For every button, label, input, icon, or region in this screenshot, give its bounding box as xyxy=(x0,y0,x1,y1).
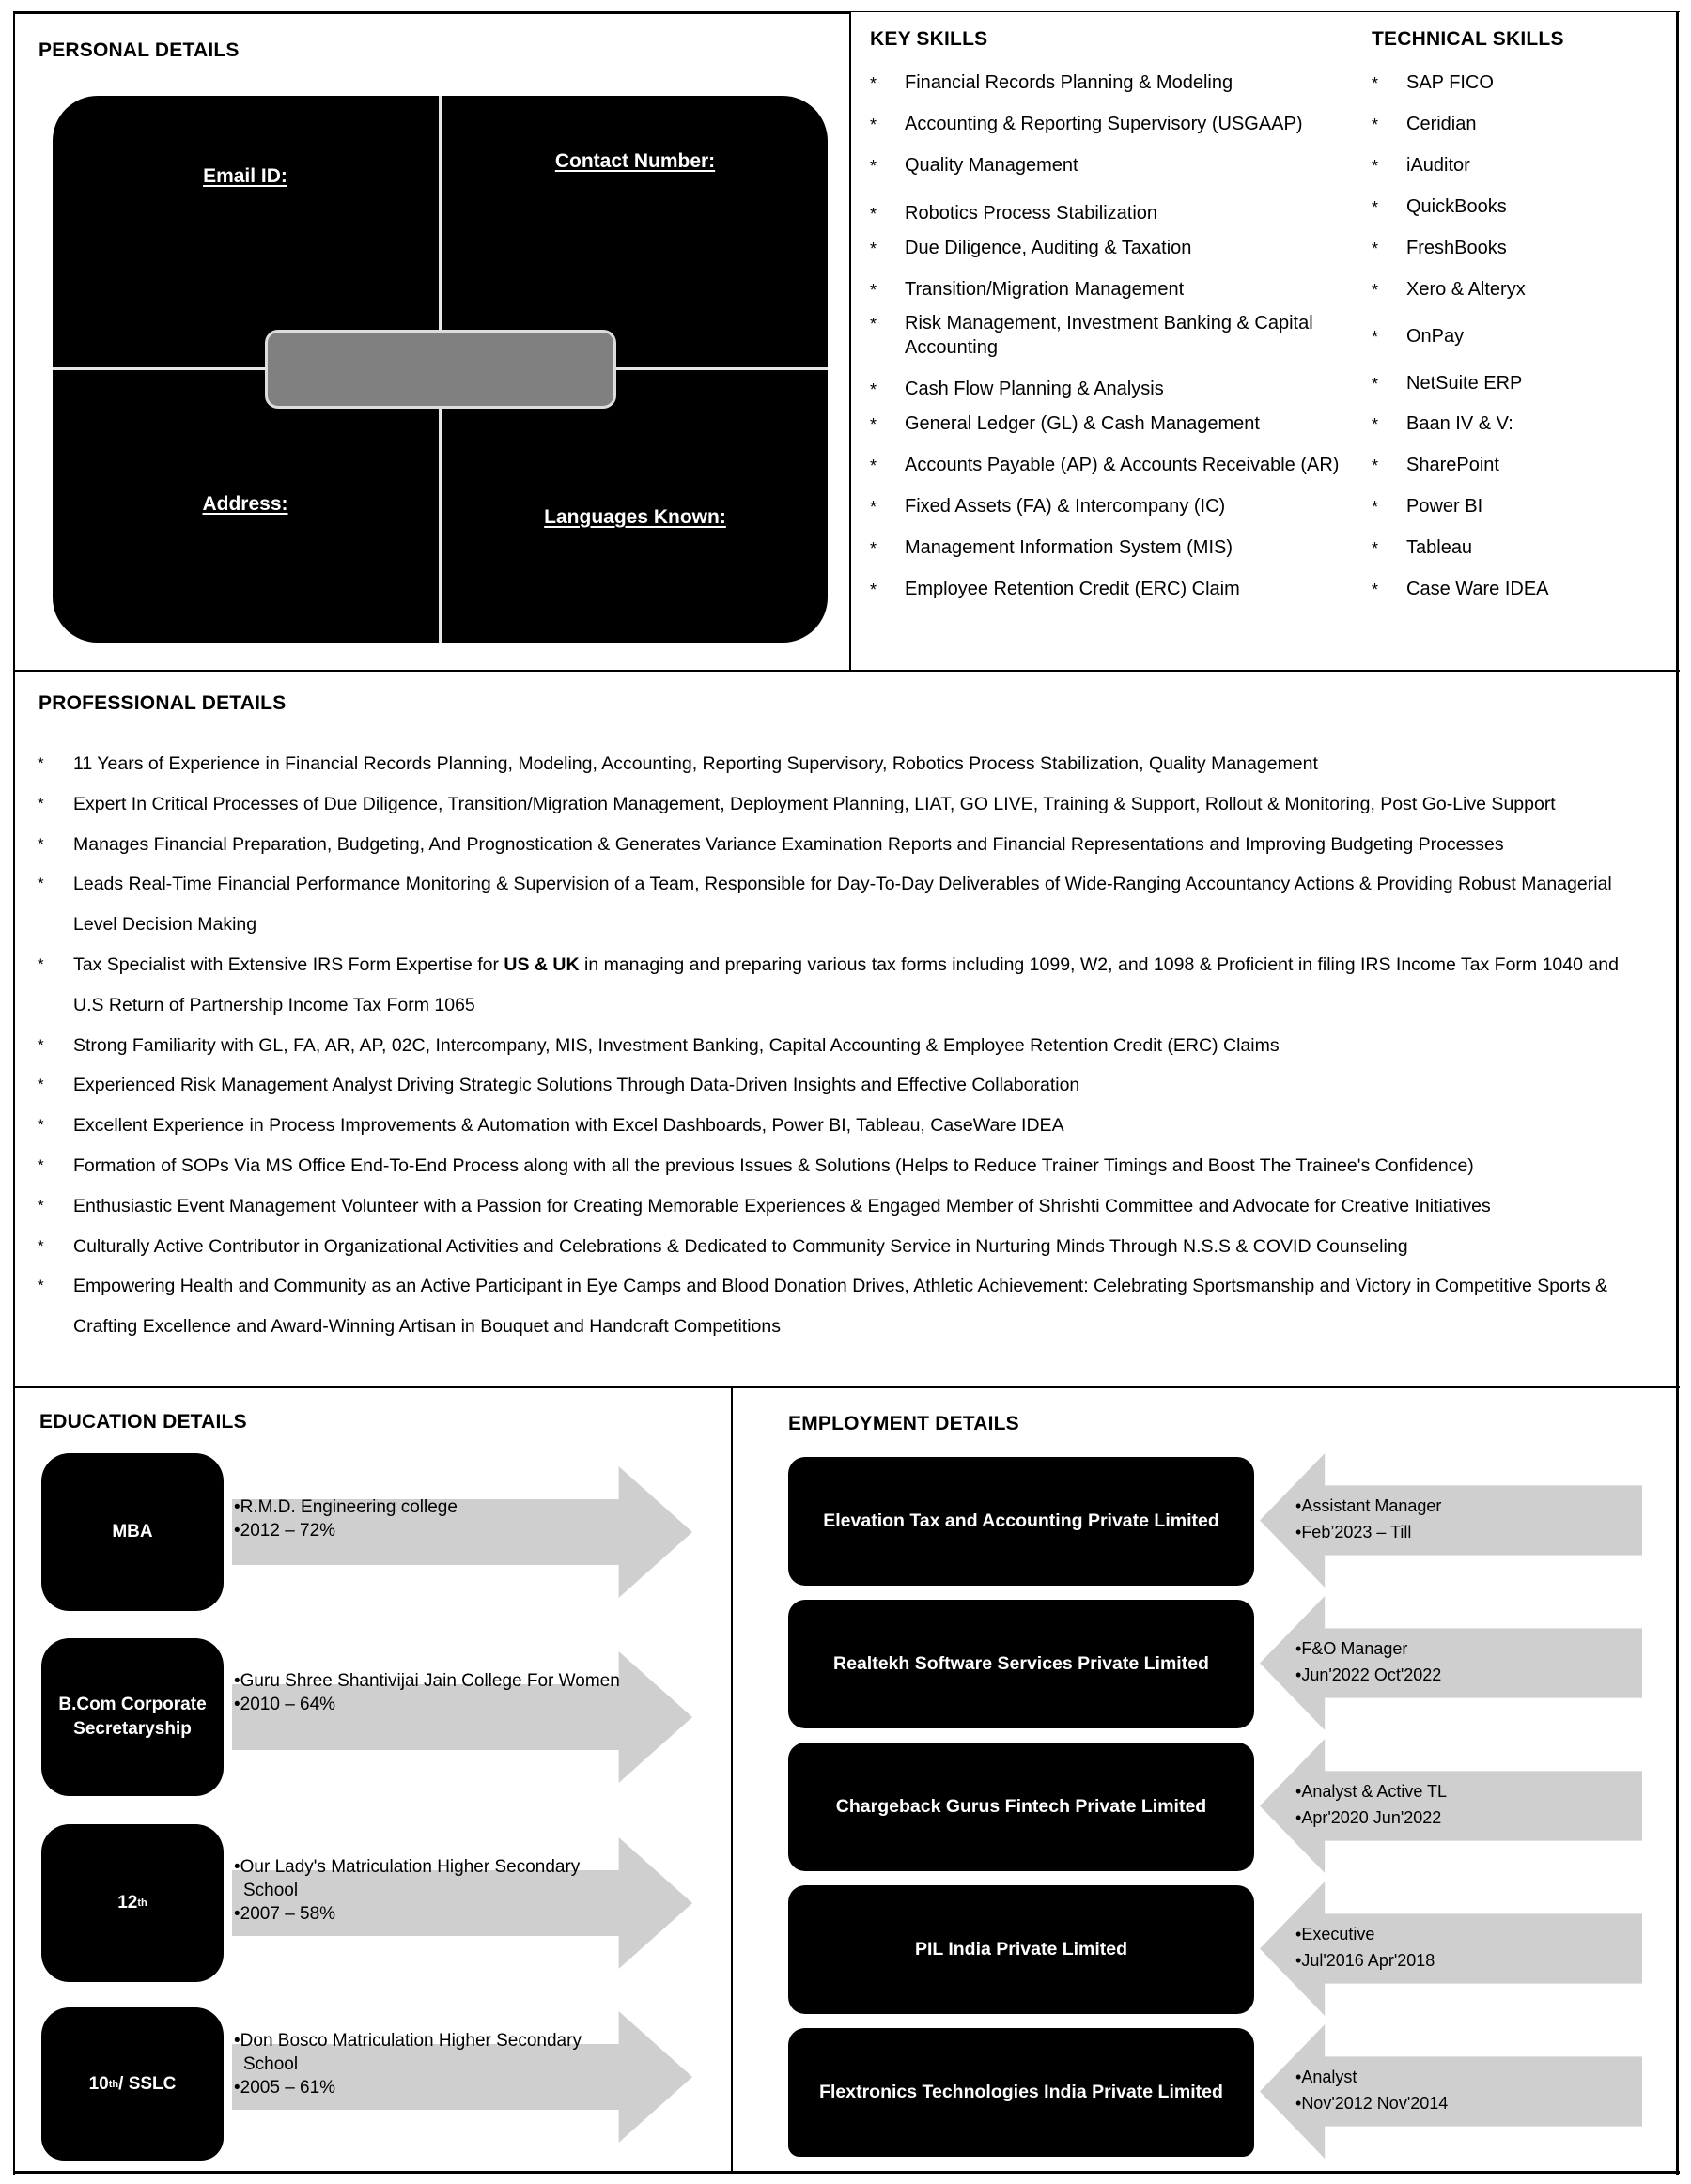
bullet-dot-icon: • xyxy=(234,1857,240,1877)
year-score: 2007 – 58% xyxy=(240,1904,336,1924)
professional-details-list xyxy=(38,744,1653,1347)
professional-item: * Enthusiastic Event Management Volunteer with a Passion for Creating Memorable Experiences & Engaged Member of Shrishti Committee and Advocate for Creative Initiatives xyxy=(38,1186,1653,1227)
company-name: Flextronics Technologies India Private Limited xyxy=(819,2082,1223,2102)
job-period: Jul'2016 Apr'2018 xyxy=(1301,1951,1435,1970)
frame-bottom xyxy=(13,2171,1680,2174)
asterisk-bullet-icon: * xyxy=(1372,457,1379,475)
year-score: 2012 – 72% xyxy=(240,1521,336,1541)
asterisk-bullet-icon: * xyxy=(38,1076,44,1094)
asterisk-bullet-icon: * xyxy=(38,1155,44,1174)
employment-details-title: EMPLOYMENT DETAILS xyxy=(788,1413,1019,1434)
asterisk-bullet-icon: * xyxy=(870,415,877,434)
institution-name: Don Bosco Matriculation Higher Secondary School xyxy=(240,2031,582,2074)
education-details-title: EDUCATION DETAILS xyxy=(39,1411,247,1433)
asterisk-bullet-icon: * xyxy=(38,1196,44,1215)
education-info xyxy=(234,1495,628,1542)
bullet-dot-icon: • xyxy=(1295,1951,1302,1970)
asterisk-bullet-icon: * xyxy=(1372,328,1379,347)
company-name: PIL India Private Limited xyxy=(914,1939,1128,1959)
asterisk-bullet-icon: * xyxy=(1372,281,1379,300)
bullet-dot-icon: • xyxy=(1295,1665,1302,1684)
asterisk-bullet-icon: * xyxy=(870,240,877,258)
divider-top-professional xyxy=(13,670,1680,672)
frame-right xyxy=(1676,11,1679,2175)
education-info xyxy=(234,1855,628,1926)
asterisk-bullet-icon: * xyxy=(38,1236,44,1255)
education-info xyxy=(234,1669,628,1716)
technical-skills-title: TECHNICAL SKILLS xyxy=(1372,28,1564,50)
asterisk-bullet-icon: * xyxy=(1372,539,1379,558)
key-skills-title: KEY SKILLS xyxy=(870,28,988,50)
professional-item: * Experienced Risk Management Analyst Driving Strategic Solutions Through Data-Driven Insights and Effective Collaboration xyxy=(38,1065,1653,1106)
employment-info xyxy=(1295,1778,1447,1831)
professional-item: * Formation of SOPs Via MS Office End-To-End Process along with all the previous Issues & Solutions (Helps to Reduce Trainer Timings and Boost The Trainee's Confidence) xyxy=(38,1146,1653,1186)
institution-name: R.M.D. Engineering college xyxy=(240,1497,458,1517)
education-info xyxy=(234,2029,628,2099)
professional-item: * Expert In Critical Processes of Due Diligence, Transition/Migration Management, Deployment Planning, LIAT, GO LIVE, Training & Support, Rollout & Monitoring, Post Go-Live Support xyxy=(38,784,1653,825)
bullet-dot-icon: • xyxy=(1295,2068,1302,2086)
asterisk-bullet-icon: * xyxy=(870,539,877,558)
professional-item: * Leads Real-Time Financial Performance Monitoring & Supervision of a Team, Responsible for Day-To-Day Deliverables of Wide-Ranging Accountancy Actions & Providing Robust Managerial Level Decision Making xyxy=(38,864,1653,945)
personal-details-panel xyxy=(53,96,828,643)
asterisk-bullet-icon: * xyxy=(38,1277,44,1295)
asterisk-bullet-icon: * xyxy=(1372,581,1379,599)
asterisk-bullet-icon: * xyxy=(38,794,44,813)
resume-page: PERSONAL DETAILS Email ID: Contact Number: Address: Languages Known: KEY SKILLS * Financial Records Planning & Modeling * Accounting & Reporting Supervisory (USGAAP) * Quality Management * Robotics Process Stabilization * Due Diligence, Auditing & Taxation * Transition/Migration Management * Risk Management, Investment Banking & Capital Accounting * Cash Flow Planning & Analysis * General Ledger (GL) & Cash Management * Accounts Payable (AP) & Accounts Receivable (AR) * Fixed Assets (FA) & Intercompany (IC) * Management Information System (MIS) * Employee Retention Credit (ERC) Claim TECHNICAL SKILLS * SAP FICO * Ceridian * iAuditor * QuickBooks * FreshBooks * Xero & Alteryx * OnPay * NetSuite ERP * Baan IV & V: * SharePoint * Power BI * Tableau * Case Ware IDEA PROFESSIONAL DETAILS * 11 Years of Experience in Financial Records Planning, Modeling, Accounting, Reporting Supervisory, Robotics Process Stabilization, Quality Management * Expert In Critical Processes of Due Diligence, Transition/Migration Management, Deployment Planning, LIAT, GO LIVE, Training & Support, Rollout & Monitoring, Post Go-Live Support * Manages Financial Preparation, Budgeting, And Prognostication & Generates Variance Examination Reports and Financial Representations and Improving Budgeting Processes * Leads Real-Time Financial Performance Monitoring & Supervision of a Team, Responsible for Day-To-Day Deliverables of Wide-Ranging Accountancy Actions & Providing Robust Managerial Level Decision Making * Tax Specialist with Extensive IRS Form Expertise for US & UK in managing and preparing various tax forms including 1099, W2, and 1098 & Proficient in filing IRS Income Tax Form 1040 and U.S Return of Partnership Income Tax Form 1065 * Strong Familiarity with GL, FA, AR, AP, 02C, Intercompany, MIS, Investment Banking, Capital Accounting & Employee Retention Credit (ERC) Claims * Experienced Risk Management Analyst Driving Strategic Solutions Through Data-Driven Insights and Effective Collaboration * Excellent Experience in Process Improvements & Automation with Excel Dashboards, Power BI, Tableau, CaseWare IDEA * Formation of SOPs Via MS Office End-To-End Process along with all the previous Issues & Solutions (Helps to Reduce Trainer Timings and Boost The Trainee's Confidence) * Enthusiastic Event Management Volunteer with a Passion for Creating Memorable Experiences & Engaged Member of Shrishti Committee and Advocate for Creative Initiatives * Culturally Active Contributor in Organizational Activities and Celebrations & Dedicated to Community Service in Nurturing Minds Through N.S.S & COVID Counseling * Empowering Health and Community as an Active Participant in Eye Camps and Blood Donation Drives, Athletic Achievement: Celebrating Sportsmanship and Victory in Competitive Sports & Crafting Excellence and Award-Winning Artisan in Bouquet and Handcraft Competitions EDUCATION DETAILS MBA •R.M.D. Engineering college •2012 – 72% B.Com Corporate Secretaryship •Guru Shree Shantivijai Jain College For Women •2010 – 64% 12 th •Our Lady's Matriculation Higher Secondary School •2007 – 58% 10 th / SSLC •Don Bosco Matriculation Higher Secondary School •2005 – 61% EMPLOYMENT DETAILS Elevation Tax and Accounting Private Limited •Assistant Manager •Feb’2023 – Till Realtekh Software Services Private Limited •F&O Manager •Jun'2022 Oct'2022 Chargeback Gurus Fintech Private Limited •Analyst & Active TL •Apr'2020 Jun'2022 PIL India Private Limited •Executive •Jul'2016 Apr'2018 Flextronics Technologies India Private Limited •Analyst •Nov'2012 Nov'2014 xyxy=(13,11,1680,2175)
company-box xyxy=(788,1743,1254,1871)
asterisk-bullet-icon: * xyxy=(38,1035,44,1054)
asterisk-bullet-icon: * xyxy=(38,754,44,772)
asterisk-bullet-icon: * xyxy=(1372,498,1379,517)
professional-details-title: PROFESSIONAL DETAILS xyxy=(39,692,287,714)
asterisk-bullet-icon: * xyxy=(1372,198,1379,217)
institution-name: Our Lady's Matriculation Higher Secondary School xyxy=(240,1857,581,1900)
bullet-dot-icon: • xyxy=(1295,1808,1302,1827)
bullet-dot-icon: • xyxy=(1295,1496,1302,1515)
year-score: 2010 – 64% xyxy=(240,1695,336,1714)
bullet-dot-icon: • xyxy=(234,2031,240,2051)
professional-item: * Manages Financial Preparation, Budgeting, And Prognostication & Generates Variance Examination Reports and Financial Representations and Improving Budgeting Processes xyxy=(38,825,1653,865)
asterisk-bullet-icon: * xyxy=(870,315,877,333)
email-label: Email ID: xyxy=(203,165,287,187)
asterisk-bullet-icon: * xyxy=(38,954,44,973)
frame-left xyxy=(13,11,15,2175)
year-score: 2005 – 61% xyxy=(240,2078,336,2098)
asterisk-bullet-icon: * xyxy=(870,581,877,599)
asterisk-bullet-icon: * xyxy=(1372,375,1379,394)
professional-item: * Empowering Health and Community as an Active Participant in Eye Camps and Blood Donation Drives, Athletic Achievement: Celebrating Sportsmanship and Victory in Competitive Sports & Crafting Excellence and Award-Winning Artisan in Bouquet and Handcraft Competitions xyxy=(38,1266,1653,1347)
bullet-dot-icon: • xyxy=(234,2078,240,2098)
company-name: Elevation Tax and Accounting Private Limited xyxy=(823,1510,1219,1531)
frame-top-right xyxy=(849,11,1680,12)
professional-item: * Culturally Active Contributor in Organizational Activities and Celebrations & Dedicated to Community Service in Nurturing Minds Through N.S.S & COVID Counseling xyxy=(38,1227,1653,1267)
frame-top-left xyxy=(13,11,849,14)
company-name: Realtekh Software Services Private Limited xyxy=(833,1653,1209,1674)
professional-item: * Tax Specialist with Extensive IRS Form Expertise for US & UK in managing and preparing various tax forms including 1099, W2, and 1098 & Proficient in filing IRS Income Tax Form 1040 and U.S Return of Partnership Income Tax Form 1065 xyxy=(38,945,1653,1026)
asterisk-bullet-icon: * xyxy=(1372,240,1379,258)
bullet-dot-icon: • xyxy=(1295,1782,1302,1801)
country-emphasis: US & UK xyxy=(504,953,580,975)
company-box xyxy=(788,1885,1254,2014)
job-period: Apr'2020 Jun'2022 xyxy=(1301,1808,1442,1827)
professional-item: * Strong Familiarity with GL, FA, AR, AP, 02C, Intercompany, MIS, Investment Banking, Capital Accounting & Employee Retention Credit (ERC) Claims xyxy=(38,1026,1653,1066)
job-period: Nov'2012 Nov'2014 xyxy=(1301,2094,1449,2113)
divider-personal-skills xyxy=(849,11,851,671)
company-box xyxy=(788,2028,1254,2157)
company-box xyxy=(788,1457,1254,1586)
personal-details-title: PERSONAL DETAILS xyxy=(39,39,240,61)
asterisk-bullet-icon: * xyxy=(38,1116,44,1135)
asterisk-bullet-icon: * xyxy=(38,875,44,893)
degree-box: 12 th xyxy=(41,1824,224,1982)
contact-number-label: Contact Number: xyxy=(554,150,716,172)
job-role: F&O Manager xyxy=(1301,1639,1408,1658)
asterisk-bullet-icon: * xyxy=(870,157,877,176)
job-period: Feb’2023 – Till xyxy=(1301,1523,1412,1541)
employment-info xyxy=(1295,1921,1435,1974)
name-placeholder-box xyxy=(265,330,616,409)
languages-known-label: Languages Known: xyxy=(544,506,726,528)
divider-education-employment xyxy=(731,1386,733,2174)
bullet-dot-icon: • xyxy=(1295,1523,1302,1541)
asterisk-bullet-icon: * xyxy=(1372,415,1379,434)
job-role: Assistant Manager xyxy=(1301,1496,1442,1515)
bullet-dot-icon: • xyxy=(1295,2094,1302,2113)
asterisk-bullet-icon: * xyxy=(870,380,877,399)
asterisk-bullet-icon: * xyxy=(870,498,877,517)
professional-item: * Excellent Experience in Process Improvements & Automation with Excel Dashboards, Power BI, Tableau, CaseWare IDEA xyxy=(38,1106,1653,1146)
degree-box: B.Com Corporate Secretaryship xyxy=(41,1638,224,1796)
job-role: Analyst xyxy=(1301,2068,1357,2086)
divider-professional-bottom xyxy=(13,1386,1680,1388)
bullet-dot-icon: • xyxy=(234,1521,240,1541)
asterisk-bullet-icon: * xyxy=(870,74,877,93)
company-box xyxy=(788,1600,1254,1728)
degree-box: MBA xyxy=(41,1453,224,1611)
employment-info xyxy=(1295,1493,1441,1545)
bullet-dot-icon: • xyxy=(234,1904,240,1924)
degree-box: 10 th / SSLC xyxy=(41,2007,224,2161)
job-role: Executive xyxy=(1301,1925,1375,1944)
asterisk-bullet-icon: * xyxy=(1372,157,1379,176)
bullet-dot-icon: • xyxy=(1295,1639,1302,1658)
bullet-dot-icon: • xyxy=(234,1671,240,1691)
bullet-dot-icon: • xyxy=(234,1695,240,1714)
bullet-dot-icon: • xyxy=(1295,1925,1302,1944)
bullet-dot-icon: • xyxy=(234,1497,240,1517)
asterisk-bullet-icon: * xyxy=(1372,116,1379,134)
institution-name: Guru Shree Shantivijai Jain College For Women xyxy=(240,1671,620,1691)
asterisk-bullet-icon: * xyxy=(870,116,877,134)
asterisk-bullet-icon: * xyxy=(870,281,877,300)
job-period: Jun'2022 Oct'2022 xyxy=(1301,1665,1442,1684)
employment-info xyxy=(1295,1635,1441,1688)
job-role: Analyst & Active TL xyxy=(1301,1782,1448,1801)
asterisk-bullet-icon: * xyxy=(870,205,877,224)
asterisk-bullet-icon: * xyxy=(870,457,877,475)
employment-info xyxy=(1295,2064,1448,2116)
professional-item: * 11 Years of Experience in Financial Records Planning, Modeling, Accounting, Reporting Supervisory, Robotics Process Stabilization, Quality Management xyxy=(38,744,1653,784)
company-name: Chargeback Gurus Fintech Private Limited xyxy=(835,1796,1207,1817)
asterisk-bullet-icon: * xyxy=(1372,74,1379,93)
address-label: Address: xyxy=(202,493,288,515)
asterisk-bullet-icon: * xyxy=(38,834,44,853)
